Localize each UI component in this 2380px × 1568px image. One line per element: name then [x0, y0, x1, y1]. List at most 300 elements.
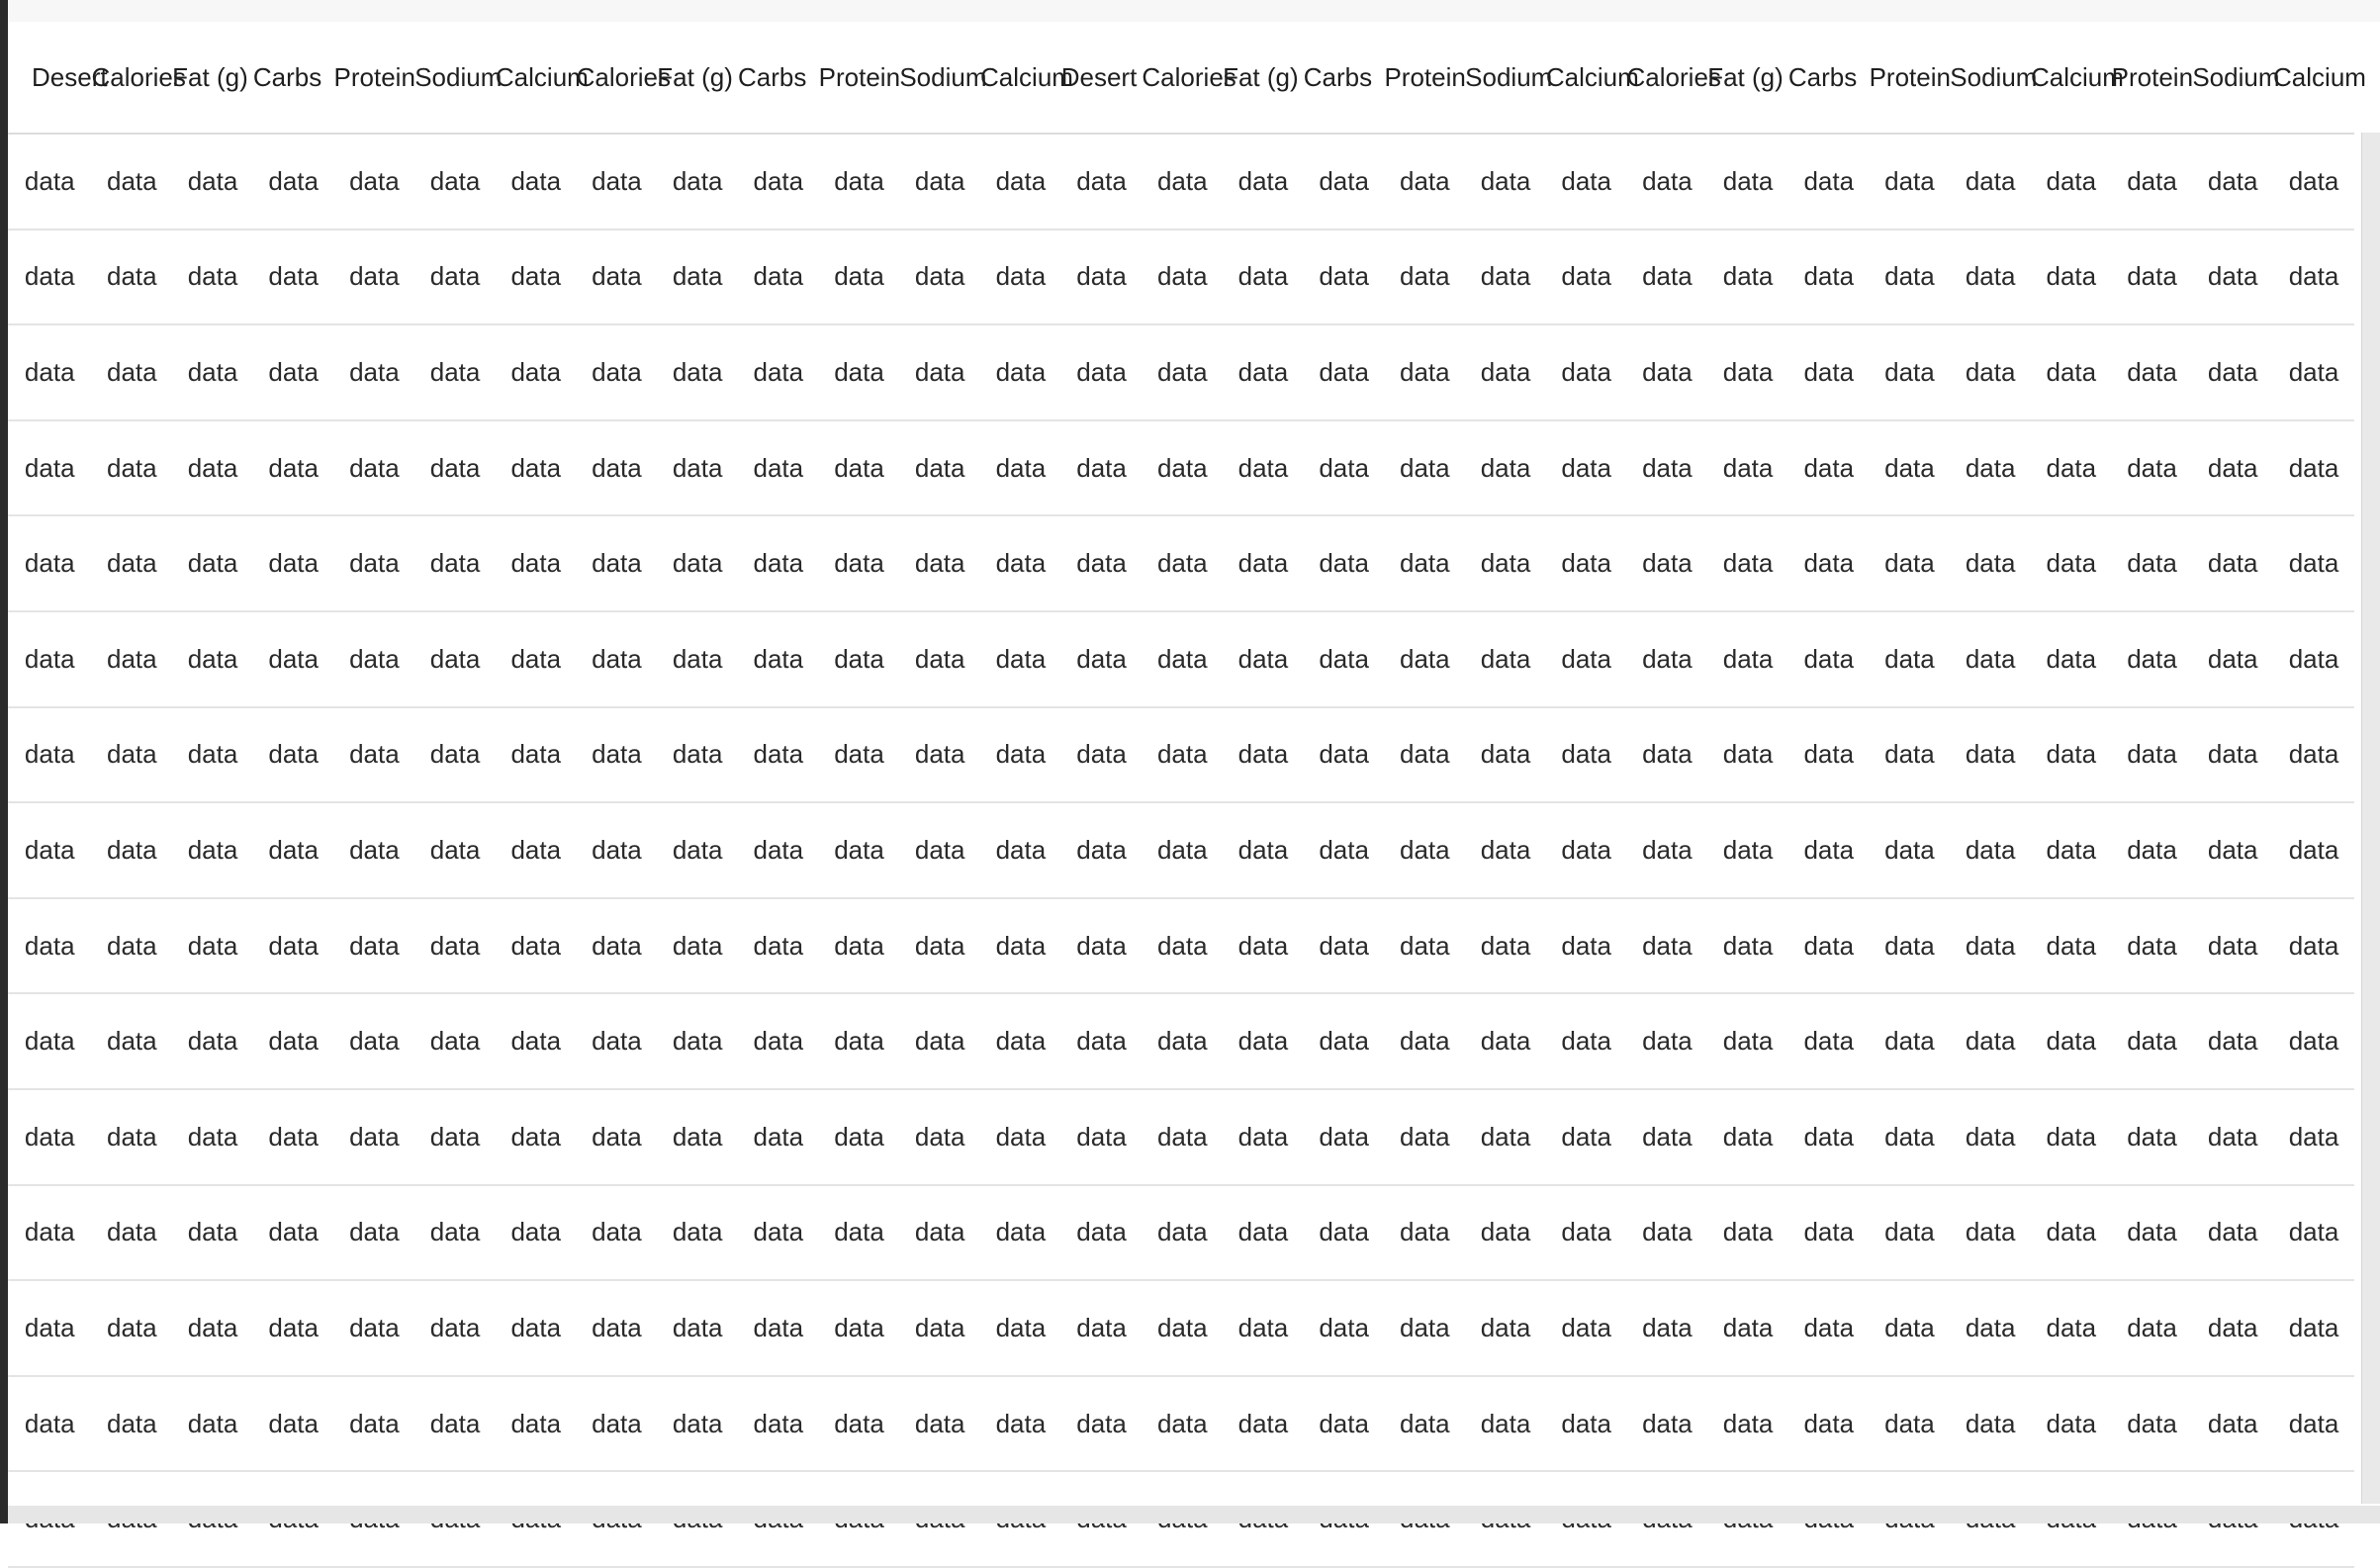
table-cell: data: [1223, 1185, 1304, 1281]
table-cell: data: [657, 611, 738, 707]
table-cell: data: [414, 1280, 496, 1376]
table-cell: data: [172, 134, 253, 230]
table-cell: data: [253, 515, 334, 611]
column-header[interactable]: Protein: [1384, 22, 1465, 134]
table-cell: data: [2031, 707, 2112, 803]
table-cell: data: [1223, 1376, 1304, 1472]
column-header[interactable]: Sodium: [899, 22, 980, 134]
table-cell: data: [1465, 993, 1546, 1089]
table-cell: data: [8, 993, 91, 1089]
table-cell: data: [496, 515, 577, 611]
table-row[interactable]: [8, 134, 2354, 230]
table-cell: data: [1142, 324, 1223, 420]
table-cell: data: [1707, 420, 1788, 516]
table-cell: data: [1304, 1280, 1385, 1376]
table-cell: data: [899, 993, 980, 1089]
table-cell: data: [899, 611, 980, 707]
table-cell: data: [2273, 707, 2354, 803]
table-cell: data: [657, 993, 738, 1089]
table-cell: data: [2273, 324, 2354, 420]
column-header[interactable]: Sodium: [414, 22, 496, 134]
table-cell: data: [1142, 611, 1223, 707]
table-cell: data: [1384, 802, 1465, 898]
table-cell: data: [2273, 1185, 2354, 1281]
table-cell: data: [253, 707, 334, 803]
table-cell: data: [738, 324, 819, 420]
table-cell: data: [738, 515, 819, 611]
table-cell: data: [577, 420, 658, 516]
table-cell: data: [738, 1280, 819, 1376]
table-cell: data: [1546, 802, 1627, 898]
table-cell: data: [414, 230, 496, 325]
table-cell: data: [1870, 1185, 1951, 1281]
table-cell: data: [8, 1280, 91, 1376]
column-header[interactable]: Carbs: [1788, 22, 1870, 134]
column-header[interactable]: Desert: [1061, 22, 1143, 134]
table-cell: data: [1142, 134, 1223, 230]
table-cell: data: [496, 707, 577, 803]
table-cell: data: [1546, 707, 1627, 803]
table-cell: data: [253, 420, 334, 516]
table-cell: data: [1546, 324, 1627, 420]
table-cell: data: [1950, 1089, 2031, 1185]
table-cell: data: [91, 1185, 172, 1281]
table-cell: data: [8, 515, 91, 611]
table-cell: data: [1304, 1376, 1385, 1472]
table-row[interactable]: [8, 898, 2354, 994]
table-cell: data: [1870, 420, 1951, 516]
table-cell: data: [91, 230, 172, 325]
table-cell: data: [899, 1376, 980, 1472]
table-cell: data: [1142, 515, 1223, 611]
table-cell: data: [2192, 993, 2273, 1089]
table-cell: data: [2031, 898, 2112, 994]
table-body: [8, 134, 2354, 1567]
table-row[interactable]: [8, 802, 2354, 898]
table-cell: data: [1061, 1089, 1143, 1185]
table-cell: data: [980, 1089, 1061, 1185]
table-cell: data: [1707, 515, 1788, 611]
table-cell: data: [2192, 420, 2273, 516]
table-cell: data: [1304, 1185, 1385, 1281]
table-cell: data: [1788, 134, 1870, 230]
table-cell: data: [980, 1280, 1061, 1376]
table-cell: data: [1546, 611, 1627, 707]
table-cell: data: [899, 515, 980, 611]
table-cell: data: [657, 898, 738, 994]
table-cell: data: [1788, 230, 1870, 325]
table-cell: data: [2112, 611, 2193, 707]
table-cell: data: [334, 230, 415, 325]
table-cell: data: [1465, 1280, 1546, 1376]
table-cell: data: [577, 802, 658, 898]
table-cell: data: [334, 515, 415, 611]
column-header[interactable]: Desert: [8, 22, 91, 134]
table-cell: data: [1223, 420, 1304, 516]
table-cell: data: [334, 1089, 415, 1185]
table-cell: data: [1061, 134, 1143, 230]
table-cell: data: [980, 515, 1061, 611]
table-cell: data: [2273, 1089, 2354, 1185]
column-header[interactable]: Calories: [91, 22, 172, 134]
table-cell: data: [819, 802, 900, 898]
table-cell: data: [2192, 1280, 2273, 1376]
table-cell: data: [496, 420, 577, 516]
table-cell: data: [172, 611, 253, 707]
vertical-scrollbar[interactable]: [2361, 133, 2380, 1504]
table-cell: data: [577, 324, 658, 420]
table-cell: data: [414, 993, 496, 1089]
table-row[interactable]: [8, 1089, 2354, 1185]
table-cell: data: [2031, 1185, 2112, 1281]
table-cell: data: [91, 1376, 172, 1472]
table-cell: data: [1788, 1185, 1870, 1281]
table-cell: data: [657, 1376, 738, 1472]
table-cell: data: [577, 134, 658, 230]
table-cell: data: [1627, 993, 1708, 1089]
column-header[interactable]: Calories: [577, 22, 658, 134]
table-cell: data: [91, 611, 172, 707]
table-cell: data: [1384, 324, 1465, 420]
table-cell: data: [496, 1089, 577, 1185]
table-cell: data: [8, 611, 91, 707]
table-cell: data: [253, 802, 334, 898]
column-header[interactable]: Calories: [1142, 22, 1223, 134]
table-cell: data: [1950, 993, 2031, 1089]
table-cell: data: [738, 230, 819, 325]
table-cell: data: [1142, 802, 1223, 898]
column-header[interactable]: Protein: [819, 22, 900, 134]
table-cell: data: [253, 230, 334, 325]
table-cell: data: [980, 993, 1061, 1089]
table-cell: data: [738, 707, 819, 803]
table-cell: data: [253, 611, 334, 707]
table-cell: data: [2031, 802, 2112, 898]
table-cell: data: [2192, 324, 2273, 420]
table-cell: data: [1142, 1089, 1223, 1185]
column-header[interactable]: Fat (g): [1223, 22, 1304, 134]
table-cell: data: [1304, 802, 1385, 898]
column-header[interactable]: Carbs: [1304, 22, 1385, 134]
column-header[interactable]: Calcium: [496, 22, 577, 134]
column-header[interactable]: Calcium: [980, 22, 1061, 134]
table-cell: data: [414, 707, 496, 803]
table-cell: data: [819, 515, 900, 611]
table-cell: data: [738, 420, 819, 516]
table-cell: data: [8, 324, 91, 420]
table-cell: data: [1788, 515, 1870, 611]
table-cell: data: [1142, 1376, 1223, 1472]
table-cell: data: [1142, 420, 1223, 516]
table-cell: data: [2273, 134, 2354, 230]
table-cell: data: [172, 1185, 253, 1281]
table-cell: data: [1465, 134, 1546, 230]
table-cell: data: [819, 1185, 900, 1281]
table-cell: data: [1707, 1376, 1788, 1472]
table-cell: data: [1546, 515, 1627, 611]
table-cell: data: [1304, 611, 1385, 707]
table-cell: data: [334, 993, 415, 1089]
table-cell: data: [172, 802, 253, 898]
table-cell: data: [577, 898, 658, 994]
table-cell: data: [1142, 993, 1223, 1089]
table-cell: data: [1870, 1280, 1951, 1376]
table-cell: data: [2031, 611, 2112, 707]
table-cell: data: [738, 611, 819, 707]
table-cell: data: [577, 230, 658, 325]
table-cell: data: [2112, 1376, 2193, 1472]
table-cell: data: [819, 134, 900, 230]
table-cell: data: [738, 993, 819, 1089]
table-cell: data: [1950, 1280, 2031, 1376]
table-cell: data: [657, 1185, 738, 1281]
table-cell: data: [1465, 802, 1546, 898]
column-header[interactable]: Fat (g): [172, 22, 253, 134]
table-cell: data: [2192, 707, 2273, 803]
table-cell: data: [657, 707, 738, 803]
table-cell: data: [91, 1280, 172, 1376]
table-cell: data: [2273, 1280, 2354, 1376]
table-cell: data: [657, 1089, 738, 1185]
table-cell: data: [414, 898, 496, 994]
table-cell: data: [1950, 802, 2031, 898]
table-cell: data: [1223, 134, 1304, 230]
table-row[interactable]: [8, 1280, 2354, 1376]
table-cell: data: [1142, 1280, 1223, 1376]
column-header[interactable]: Calories: [1627, 22, 1708, 134]
table-cell: data: [1384, 230, 1465, 325]
table-cell: data: [1627, 134, 1708, 230]
table-cell: data: [1950, 420, 2031, 516]
table-cell: data: [1707, 230, 1788, 325]
column-header[interactable]: Protein: [2112, 22, 2193, 134]
table-cell: data: [1384, 1185, 1465, 1281]
table-cell: data: [1304, 324, 1385, 420]
table-cell: data: [1223, 898, 1304, 994]
table-cell: data: [657, 230, 738, 325]
table-cell: data: [334, 1280, 415, 1376]
table-cell: data: [253, 1376, 334, 1472]
table-row[interactable]: [8, 230, 2354, 325]
table-cell: data: [657, 802, 738, 898]
column-header[interactable]: Fat (g): [657, 22, 738, 134]
table-cell: data: [738, 134, 819, 230]
table-cell: data: [819, 1089, 900, 1185]
table-cell: data: [334, 134, 415, 230]
table-cell: data: [1627, 515, 1708, 611]
table-cell: data: [2192, 515, 2273, 611]
table-cell: data: [91, 707, 172, 803]
table-row[interactable]: [8, 1376, 2354, 1472]
header-row: [8, 22, 2354, 134]
table-cell: data: [1061, 611, 1143, 707]
table-cell: data: [1707, 1185, 1788, 1281]
table-cell: data: [2192, 230, 2273, 325]
table-cell: data: [2112, 993, 2193, 1089]
table-cell: data: [1465, 611, 1546, 707]
column-header[interactable]: Carbs: [738, 22, 819, 134]
table-cell: data: [980, 1376, 1061, 1472]
table-cell: data: [1061, 993, 1143, 1089]
table-cell: data: [1223, 515, 1304, 611]
table-cell: data: [899, 898, 980, 994]
table-cell: data: [2112, 515, 2193, 611]
table-cell: data: [1142, 707, 1223, 803]
horizontal-scrollbar-track[interactable]: [8, 1506, 2380, 1523]
data-table: [8, 22, 2366, 1568]
table-row[interactable]: [8, 420, 2354, 516]
table-cell: data: [1061, 1185, 1143, 1281]
table-cell: data: [1061, 898, 1143, 994]
table-cell: data: [334, 1376, 415, 1472]
table-cell: data: [496, 230, 577, 325]
table-cell: data: [496, 993, 577, 1089]
table-cell: data: [738, 1376, 819, 1472]
table-cell: data: [253, 993, 334, 1089]
table-cell: data: [1061, 707, 1143, 803]
table-cell: data: [2112, 1280, 2193, 1376]
table-cell: data: [334, 802, 415, 898]
table-row[interactable]: [8, 1185, 2354, 1281]
column-header[interactable]: Protein: [334, 22, 415, 134]
table-cell: data: [819, 993, 900, 1089]
column-header[interactable]: Protein: [1870, 22, 1951, 134]
table-cell: data: [172, 1376, 253, 1472]
table-cell: data: [1950, 515, 2031, 611]
table-cell: data: [1061, 230, 1143, 325]
table-row[interactable]: [8, 515, 2354, 611]
table-cell: data: [496, 1280, 577, 1376]
table-cell: data: [1142, 230, 1223, 325]
table-cell: data: [1304, 230, 1385, 325]
column-header[interactable]: Sodium: [2192, 22, 2273, 134]
table-cell: data: [1465, 515, 1546, 611]
table-cell: data: [172, 515, 253, 611]
table-cell: data: [2031, 230, 2112, 325]
table-cell: data: [2031, 515, 2112, 611]
table-cell: data: [1465, 420, 1546, 516]
table-cell: data: [1304, 420, 1385, 516]
table-cell: data: [577, 1376, 658, 1472]
table-cell: data: [172, 707, 253, 803]
table-cell: data: [1061, 324, 1143, 420]
table-cell: data: [657, 1280, 738, 1376]
table-cell: data: [1870, 898, 1951, 994]
table-cell: data: [1707, 802, 1788, 898]
column-header[interactable]: Carbs: [253, 22, 334, 134]
column-header[interactable]: Fat (g): [1707, 22, 1788, 134]
table-cell: data: [2192, 898, 2273, 994]
table-cell: data: [1465, 1185, 1546, 1281]
table-row[interactable]: [8, 993, 2354, 1089]
table-cell: data: [8, 134, 91, 230]
table-cell: data: [496, 898, 577, 994]
table-cell: data: [1546, 134, 1627, 230]
table-cell: data: [2192, 134, 2273, 230]
column-header[interactable]: Sodium: [1950, 22, 2031, 134]
column-header[interactable]: Calcium: [2273, 22, 2354, 134]
table-cell: data: [1707, 324, 1788, 420]
table-cell: data: [2273, 802, 2354, 898]
table-cell: data: [414, 1185, 496, 1281]
table-cell: data: [1627, 802, 1708, 898]
table-cell: data: [172, 993, 253, 1089]
table-cell: data: [1546, 993, 1627, 1089]
table-cell: data: [1223, 1089, 1304, 1185]
table-cell: data: [2112, 324, 2193, 420]
table-cell: data: [577, 1185, 658, 1281]
table-cell: data: [577, 1089, 658, 1185]
table-cell: data: [1465, 1089, 1546, 1185]
table-cell: data: [414, 324, 496, 420]
table-row[interactable]: [8, 611, 2354, 707]
table-cell: data: [1707, 1280, 1788, 1376]
table-cell: data: [1223, 230, 1304, 325]
table-cell: data: [91, 1089, 172, 1185]
table-cell: data: [172, 230, 253, 325]
table-cell: data: [1870, 1089, 1951, 1185]
table-cell: data: [819, 230, 900, 325]
table-cell: data: [8, 1089, 91, 1185]
table-cell: data: [899, 802, 980, 898]
table-cell: data: [1788, 898, 1870, 994]
column-header[interactable]: Calcium: [1546, 22, 1627, 134]
table-cell: data: [1707, 611, 1788, 707]
table-cell: data: [657, 515, 738, 611]
table-row[interactable]: [8, 707, 2354, 803]
table-cell: data: [980, 707, 1061, 803]
table-cell: data: [414, 420, 496, 516]
table-cell: data: [980, 420, 1061, 516]
table-cell: data: [1465, 898, 1546, 994]
table-cell: data: [1788, 1280, 1870, 1376]
table-cell: data: [2112, 1089, 2193, 1185]
table-cell: data: [1627, 707, 1708, 803]
table-container[interactable]: [8, 0, 2380, 1506]
table-cell: data: [1546, 1280, 1627, 1376]
table-cell: data: [2273, 611, 2354, 707]
table-cell: data: [1142, 1185, 1223, 1281]
table-cell: data: [899, 134, 980, 230]
table-cell: data: [172, 1280, 253, 1376]
table-cell: data: [1788, 420, 1870, 516]
table-cell: data: [172, 420, 253, 516]
table-cell: data: [1061, 1280, 1143, 1376]
table-cell: data: [2192, 802, 2273, 898]
table-cell: data: [414, 611, 496, 707]
table-cell: data: [91, 898, 172, 994]
table-cell: data: [414, 1376, 496, 1472]
column-header[interactable]: Calcium: [2031, 22, 2112, 134]
table-cell: data: [172, 324, 253, 420]
table-cell: data: [1950, 230, 2031, 325]
table-cell: data: [1950, 898, 2031, 994]
table-cell: data: [1788, 993, 1870, 1089]
table-cell: data: [899, 1185, 980, 1281]
table-cell: data: [1870, 134, 1951, 230]
table-cell: data: [1627, 898, 1708, 994]
table-cell: data: [1061, 515, 1143, 611]
table-cell: data: [1950, 707, 2031, 803]
table-cell: data: [980, 898, 1061, 994]
table-cell: data: [1627, 324, 1708, 420]
table-row[interactable]: [8, 324, 2354, 420]
table-cell: data: [1304, 707, 1385, 803]
table-cell: data: [1950, 611, 2031, 707]
table-cell: data: [1384, 1280, 1465, 1376]
table-cell: data: [1384, 707, 1465, 803]
column-header[interactable]: Sodium: [1465, 22, 1546, 134]
